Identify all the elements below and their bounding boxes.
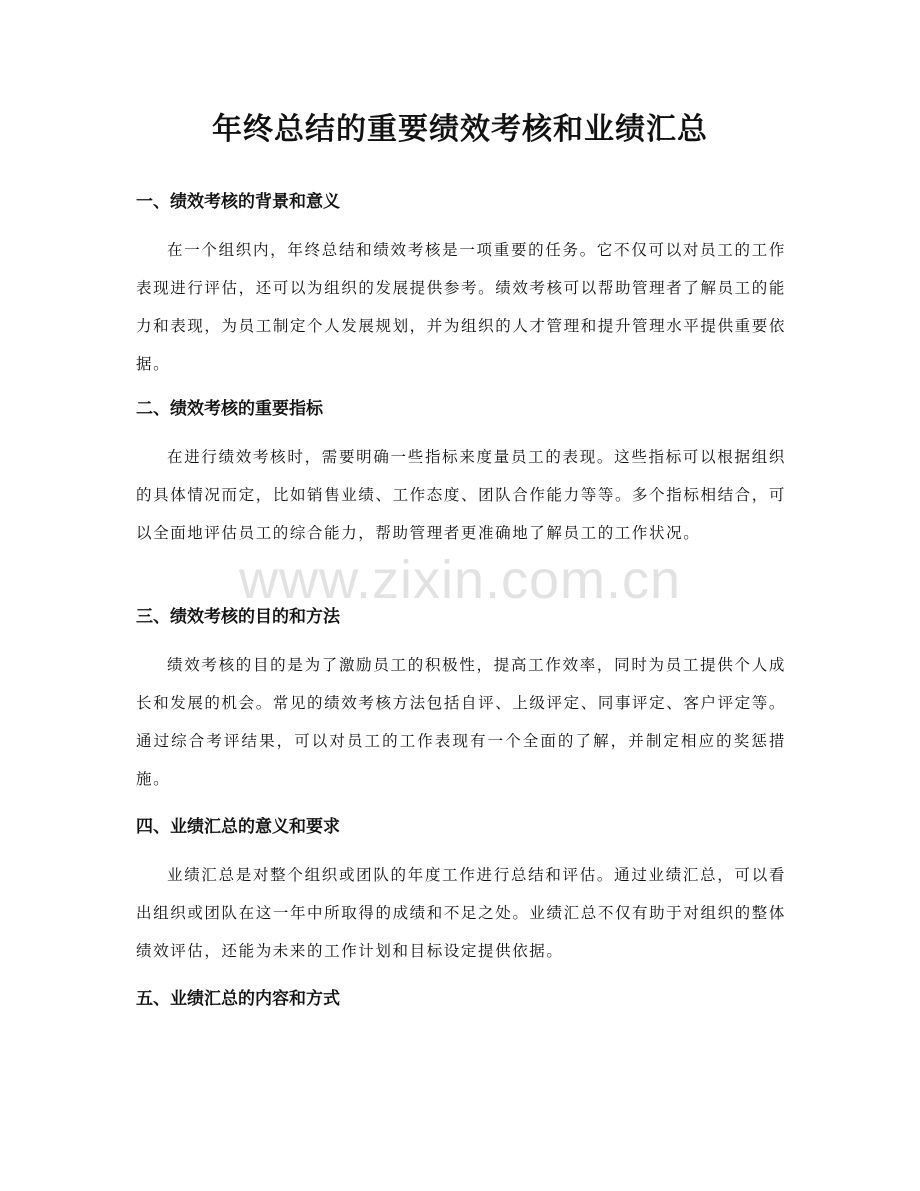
section-3-paragraph: 绩效考核的目的是为了激励员工的积极性，提高工作效率，同时为员工提供个人成长和发展的机会。常见的绩效考核方法包括自评、上级评定、同事评定、客户评定等。通过综合考评结果，可以对员工的工作表现有一个全面的了解，并制定相应的奖惩措施。 <box>136 656 786 788</box>
page-title: 年终总结的重要绩效考核和业绩汇总 <box>212 112 708 147</box>
section-1-heading: 一、绩效考核的背景和意义 <box>136 192 340 212</box>
section-5-heading: 五、业绩汇总的内容和方式 <box>136 989 340 1009</box>
section-2-paragraph: 在进行绩效考核时，需要明确一些指标来度量员工的表现。这些指标可以根据组织的具体情况而定，比如销售业绩、工作态度、团队合作能力等等。多个指标相结合，可以全面地评估员工的综合能力，帮助管理者更准确地了解员工的工作状况。 <box>136 448 786 542</box>
section-3-heading: 三、绩效考核的目的和方法 <box>136 607 340 627</box>
section-2-heading: 二、绩效考核的重要指标 <box>136 399 323 419</box>
section-4-heading: 四、业绩汇总的意义和要求 <box>136 817 340 837</box>
watermark: www.zixin.com.cn <box>238 550 682 610</box>
section-4-paragraph: 业绩汇总是对整个组织或团队的年度工作进行总结和评估。通过业绩汇总，可以看出组织或团队在这一年中所取得的成绩和不足之处。业绩汇总不仅有助于对组织的整体绩效评估，还能为未来的工作计划和目标设定提供依据。 <box>136 866 786 960</box>
section-1-paragraph: 在一个组织内，年终总结和绩效考核是一项重要的任务。它不仅可以对员工的工作表现进行评估，还可以为组织的发展提供参考。绩效考核可以帮助管理者了解员工的能力和表现，为员工制定个人发展规划，并为组织的人才管理和提升管理水平提供重要依据。 <box>136 241 786 373</box>
